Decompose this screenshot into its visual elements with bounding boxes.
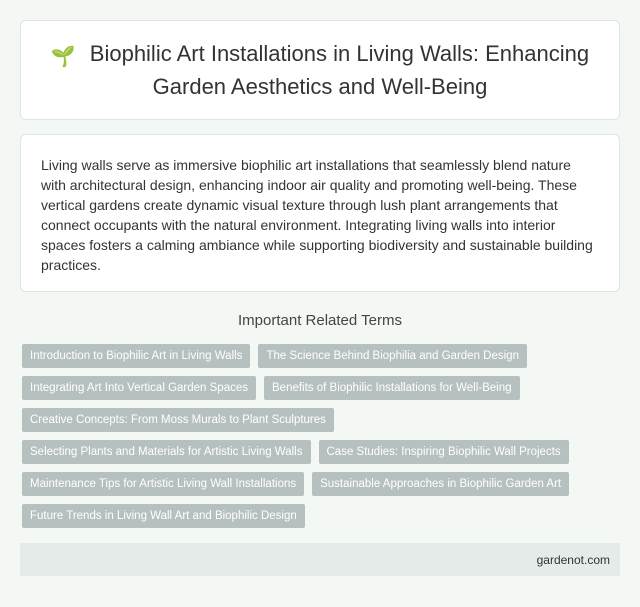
related-term-tag[interactable]: Integrating Art Into Vertical Garden Spaces bbox=[22, 376, 256, 400]
page-title bbox=[41, 39, 599, 102]
related-term-tag[interactable]: Creative Concepts: From Moss Murals to Plant Sculptures bbox=[22, 408, 334, 432]
seedling-icon: 🌱 bbox=[50, 45, 76, 68]
page-title-text: Biophilic Art Installations in Living Walls: Enhancing Garden Aesthetics and Well-Being bbox=[89, 40, 590, 99]
description-card bbox=[20, 134, 620, 292]
related-terms-heading: Important Related Terms bbox=[238, 312, 402, 329]
related-term-tag[interactable]: Future Trends in Living Wall Art and Biophilic Design bbox=[22, 504, 305, 528]
footer-site-link[interactable]: gardenot.com bbox=[536, 552, 610, 567]
related-term-tag[interactable]: Sustainable Approaches in Biophilic Garden Art bbox=[312, 472, 569, 496]
footer bbox=[20, 543, 620, 576]
related-term-tag[interactable]: Benefits of Biophilic Installations for Well-Being bbox=[264, 376, 520, 400]
related-term-tag[interactable]: Maintenance Tips for Artistic Living Wall Installations bbox=[22, 472, 304, 496]
related-terms-list bbox=[22, 344, 622, 528]
related-term-tag[interactable]: The Science Behind Biophilia and Garden Design bbox=[258, 344, 527, 368]
related-term-tag[interactable]: Introduction to Biophilic Art in Living Walls bbox=[22, 344, 250, 368]
description-text: Living walls serve as immersive biophilic art installations that seamlessly blend nature with architectural design, enhancing indoor air quality and promoting well-being. These vertical gardens create dynamic visual texture through lush plant arrangements that connect occupants with the natural environment. Integrating living walls into interior spaces fosters a calming ambiance while supporting biodiversity and sustainable building practices. bbox=[41, 157, 593, 273]
related-term-tag[interactable]: Selecting Plants and Materials for Artistic Living Walls bbox=[22, 440, 311, 464]
related-term-tag[interactable]: Case Studies: Inspiring Biophilic Wall Projects bbox=[319, 440, 569, 464]
title-card bbox=[20, 20, 620, 120]
